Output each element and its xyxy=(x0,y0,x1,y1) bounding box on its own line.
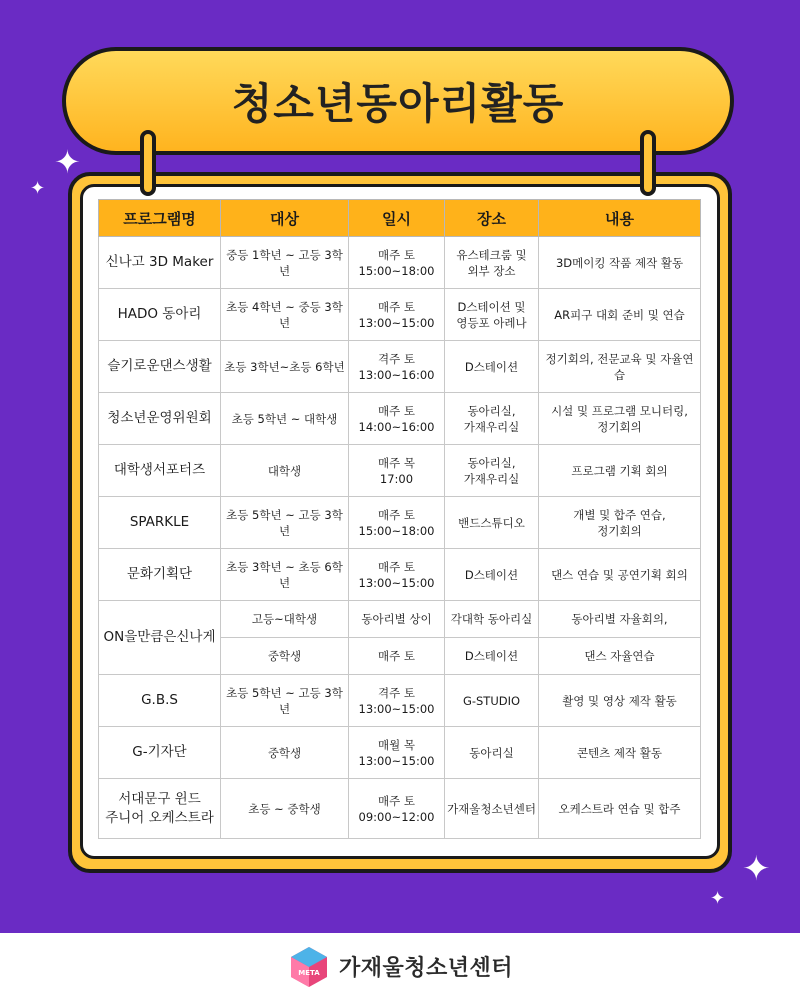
time-cell: 격주 토 13:00~15:00 xyxy=(349,675,445,727)
content-cell: 개별 및 합주 연습, 정기회의 xyxy=(539,497,701,549)
hanger-peg-left xyxy=(140,130,156,196)
target-cell: 초등 4학년 ~ 중등 3학년 xyxy=(221,289,349,341)
time-cell: 매주 토 15:00~18:00 xyxy=(349,497,445,549)
program-name: G.B.S xyxy=(99,675,221,727)
target-cell: 중등 1학년 ~ 고등 3학년 xyxy=(221,237,349,289)
table-row xyxy=(99,549,701,601)
target-cell: 초등 ~ 중학생 xyxy=(221,779,349,839)
table-row xyxy=(99,601,701,638)
time-cell: 매주 토 13:00~15:00 xyxy=(349,289,445,341)
program-name: ON을만큼은신나게 xyxy=(99,601,221,675)
place-cell: 각대학 동아리실 xyxy=(445,601,539,638)
header-place: 장소 xyxy=(445,200,539,237)
target-cell: 중학생 xyxy=(221,638,349,675)
place-cell: 가재울청소년센터 xyxy=(445,779,539,839)
table-row xyxy=(99,779,701,839)
table-row xyxy=(99,675,701,727)
center-name: 가재울청소년센터 xyxy=(338,956,514,981)
place-cell: D스테이션 xyxy=(445,341,539,393)
program-name: 서대문구 윈드 주니어 오케스트라 xyxy=(99,779,221,839)
sparkle-icon: ✦ xyxy=(54,143,81,181)
content-cell: 댄스 자율연습 xyxy=(539,638,701,675)
table-row xyxy=(99,497,701,549)
time-cell: 동아리별 상이 xyxy=(349,601,445,638)
target-cell: 고등~대학생 xyxy=(221,601,349,638)
time-cell: 매주 토 xyxy=(349,638,445,675)
schedule-table xyxy=(98,199,701,839)
place-cell: 동아리실 xyxy=(445,727,539,779)
time-cell: 매주 토 15:00~18:00 xyxy=(349,237,445,289)
place-cell: 동아리실, 가재우리실 xyxy=(445,393,539,445)
content-cell: 프로그램 기획 회의 xyxy=(539,445,701,497)
table-row xyxy=(99,445,701,497)
header-target: 대상 xyxy=(221,200,349,237)
table-row xyxy=(99,727,701,779)
table-row xyxy=(99,237,701,289)
table-header-row xyxy=(99,200,701,237)
content-cell: 3D메이킹 작품 제작 활동 xyxy=(539,237,701,289)
program-name: G-기자단 xyxy=(99,727,221,779)
header-content: 내용 xyxy=(539,200,701,237)
sparkle-icon: ✦ xyxy=(710,888,726,909)
time-cell: 격주 토 13:00~16:00 xyxy=(349,341,445,393)
sparkle-icon: ✦ xyxy=(30,178,46,199)
program-name: 신나고 3D Maker xyxy=(99,237,221,289)
table-row xyxy=(99,289,701,341)
content-cell: 시설 및 프로그램 모니터링, 정기회의 xyxy=(539,393,701,445)
program-name: 문화기획단 xyxy=(99,549,221,601)
place-cell: 동아리실, 가재우리실 xyxy=(445,445,539,497)
content-cell: 정기회의, 전문교육 및 자율연습 xyxy=(539,341,701,393)
time-cell: 매주 토 13:00~15:00 xyxy=(349,549,445,601)
target-cell: 초등 3학년 ~ 초등 6학년 xyxy=(221,549,349,601)
program-name: SPARKLE xyxy=(99,497,221,549)
content-cell: 콘텐츠 제작 활동 xyxy=(539,727,701,779)
time-cell: 매주 토 09:00~12:00 xyxy=(349,779,445,839)
table-row xyxy=(99,341,701,393)
time-cell: 매주 목 17:00 xyxy=(349,445,445,497)
place-cell: G-STUDIO xyxy=(445,675,539,727)
hanger-peg-right xyxy=(640,130,656,196)
header-program: 프로그램명 xyxy=(99,200,221,237)
content-cell: 댄스 연습 및 공연기획 회의 xyxy=(539,549,701,601)
place-cell: 유스테크룸 및 외부 장소 xyxy=(445,237,539,289)
content-cell: AR피구 대회 준비 및 연습 xyxy=(539,289,701,341)
program-name: 청소년운영위원회 xyxy=(99,393,221,445)
target-cell: 초등 5학년 ~ 고등 3학년 xyxy=(221,675,349,727)
program-name: 대학생서포터즈 xyxy=(99,445,221,497)
place-cell: D스테이션 xyxy=(445,549,539,601)
program-name: HADO 동아리 xyxy=(99,289,221,341)
place-cell: D스테이션 xyxy=(445,638,539,675)
place-cell: 밴드스튜디오 xyxy=(445,497,539,549)
sparkle-icon: ✦ xyxy=(742,849,771,889)
target-cell: 대학생 xyxy=(221,445,349,497)
content-cell: 오케스트라 연습 및 합주 xyxy=(539,779,701,839)
place-cell: D스테이션 및 영등포 아레나 xyxy=(445,289,539,341)
footer xyxy=(0,933,800,1000)
page-title: 청소년동아리활동 xyxy=(231,79,565,128)
title-banner xyxy=(62,47,734,155)
center-logo-icon xyxy=(287,945,331,989)
content-cell: 동아리별 자율회의, xyxy=(539,601,701,638)
target-cell: 중학생 xyxy=(221,727,349,779)
target-cell: 초등 5학년 ~ 고등 3학년 xyxy=(221,497,349,549)
table-row xyxy=(99,393,701,445)
target-cell: 초등 5학년 ~ 대학생 xyxy=(221,393,349,445)
time-cell: 매월 목 13:00~15:00 xyxy=(349,727,445,779)
target-cell: 초등 3학년~초등 6학년 xyxy=(221,341,349,393)
program-name: 슬기로운댄스생활 xyxy=(99,341,221,393)
content-cell: 촬영 및 영상 제작 활동 xyxy=(539,675,701,727)
header-time: 일시 xyxy=(349,200,445,237)
logo-badge-text: META xyxy=(298,968,320,977)
time-cell: 매주 토 14:00~16:00 xyxy=(349,393,445,445)
